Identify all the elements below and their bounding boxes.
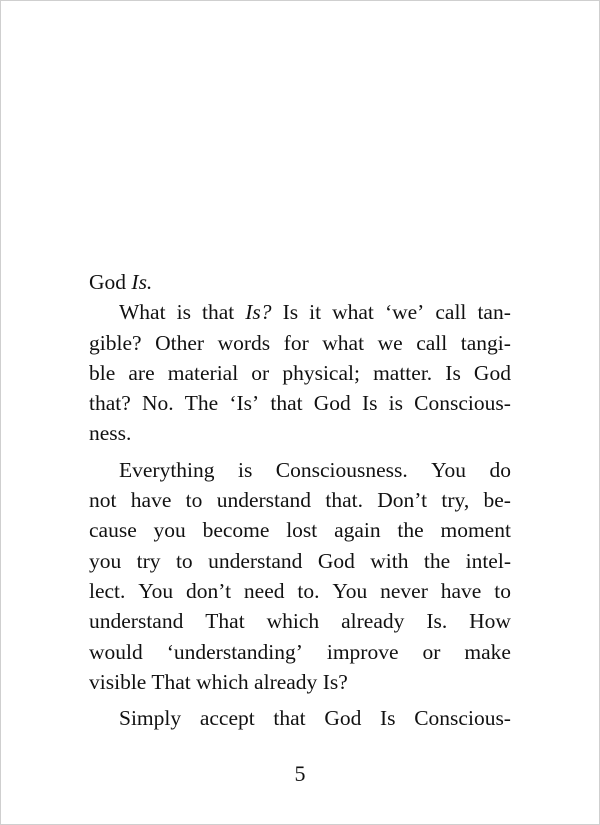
text-line <box>89 455 511 485</box>
word: No. <box>141 391 174 416</box>
text-line <box>89 606 511 636</box>
word: Is <box>282 300 299 325</box>
page-number: 5 <box>294 761 306 786</box>
word: which <box>196 669 249 694</box>
word: How <box>469 609 511 634</box>
word: you <box>89 548 122 573</box>
word: Is <box>380 706 396 731</box>
word: God <box>473 360 511 385</box>
word: do <box>489 457 511 482</box>
text-line <box>89 703 511 733</box>
heading-line <box>89 267 511 297</box>
word: that <box>273 706 306 731</box>
word: it <box>309 300 322 325</box>
word: to. <box>297 578 320 603</box>
word: Everything <box>119 457 215 482</box>
word: that <box>201 300 235 325</box>
text-line <box>89 485 511 515</box>
word: become <box>202 518 270 543</box>
word: You <box>138 578 174 603</box>
word: moment <box>440 518 511 543</box>
word: gible? <box>89 330 142 355</box>
word: That <box>151 669 191 694</box>
text-line <box>89 418 511 448</box>
word: ‘we’ <box>384 300 425 325</box>
word: accept <box>199 706 255 731</box>
heading-italic: Is. <box>131 270 153 294</box>
word: the <box>397 518 424 543</box>
word: have <box>130 488 172 513</box>
text-line <box>89 328 511 358</box>
word: ble <box>89 360 116 385</box>
word: are <box>128 360 155 385</box>
paragraph-1 <box>89 297 511 448</box>
word: material <box>167 360 239 385</box>
word: the <box>423 548 451 573</box>
word: try <box>136 548 161 573</box>
word: understand <box>216 488 312 513</box>
word: visible <box>89 669 147 694</box>
word: tan- <box>477 300 511 325</box>
word: Is. <box>426 609 448 634</box>
text-line <box>89 637 511 667</box>
word: Other <box>155 330 205 355</box>
word: ‘understanding’ <box>166 639 303 664</box>
word: already <box>341 609 405 634</box>
word: call <box>416 330 448 355</box>
text-line <box>89 358 511 388</box>
word: or <box>251 360 270 385</box>
word: already <box>254 669 318 694</box>
word: Is? <box>322 669 348 694</box>
word: Is <box>361 391 378 416</box>
word: would <box>89 639 143 664</box>
text-line <box>89 297 511 327</box>
text-line <box>89 667 511 697</box>
word: lost <box>286 518 318 543</box>
word: Simply <box>119 706 182 731</box>
word: Conscious- <box>414 706 511 731</box>
word: physical; <box>282 360 360 385</box>
word: what <box>332 300 374 325</box>
word: God <box>324 706 362 731</box>
text-line <box>89 576 511 606</box>
word: be- <box>483 488 511 513</box>
word: to <box>494 578 511 603</box>
word: never <box>380 578 428 603</box>
word: have <box>440 578 482 603</box>
word: call <box>435 300 467 325</box>
text-line <box>89 546 511 576</box>
word: tangi- <box>460 330 511 355</box>
word: matter. <box>373 360 433 385</box>
word: You <box>332 578 368 603</box>
word: we <box>377 330 403 355</box>
word: with <box>370 548 409 573</box>
word-italic: Is? <box>245 300 272 325</box>
body-text <box>89 267 511 733</box>
word: Conscious- <box>414 391 511 416</box>
word: understand <box>89 609 184 634</box>
word: That <box>205 609 245 634</box>
word: Is <box>445 360 461 385</box>
word: to <box>185 488 203 513</box>
text-line <box>89 388 511 418</box>
word: what <box>322 330 365 355</box>
word: make <box>464 639 511 664</box>
word: not <box>89 488 117 513</box>
word: again <box>334 518 381 543</box>
word: ness. <box>89 421 132 446</box>
word: that. <box>325 488 363 513</box>
word: God <box>313 391 351 416</box>
word: don’t <box>186 578 232 603</box>
word: understand <box>208 548 303 573</box>
word: need <box>243 578 285 603</box>
text-line <box>89 515 511 545</box>
paragraph-2 <box>89 455 511 697</box>
word: that? <box>89 391 131 416</box>
word: which <box>266 609 320 634</box>
word: lect. <box>89 578 126 603</box>
word: that <box>270 391 303 416</box>
word: The <box>184 391 219 416</box>
word: Don’t <box>377 488 428 513</box>
word: What <box>119 300 166 325</box>
word: is <box>176 300 191 325</box>
word: you <box>153 518 186 543</box>
word: Consciousness. <box>275 457 408 482</box>
word: to <box>175 548 193 573</box>
word: words <box>217 330 271 355</box>
heading-text: God <box>89 270 127 294</box>
word: God <box>317 548 355 573</box>
word: cause <box>89 518 137 543</box>
paragraph-3 <box>89 703 511 733</box>
word: for <box>283 330 309 355</box>
word: is <box>388 391 403 416</box>
word: or <box>422 639 441 664</box>
word: ‘Is’ <box>229 391 260 416</box>
word: is <box>237 457 253 482</box>
word: You <box>431 457 467 482</box>
word: intel- <box>465 548 511 573</box>
word: improve <box>326 639 399 664</box>
word: try, <box>441 488 470 513</box>
